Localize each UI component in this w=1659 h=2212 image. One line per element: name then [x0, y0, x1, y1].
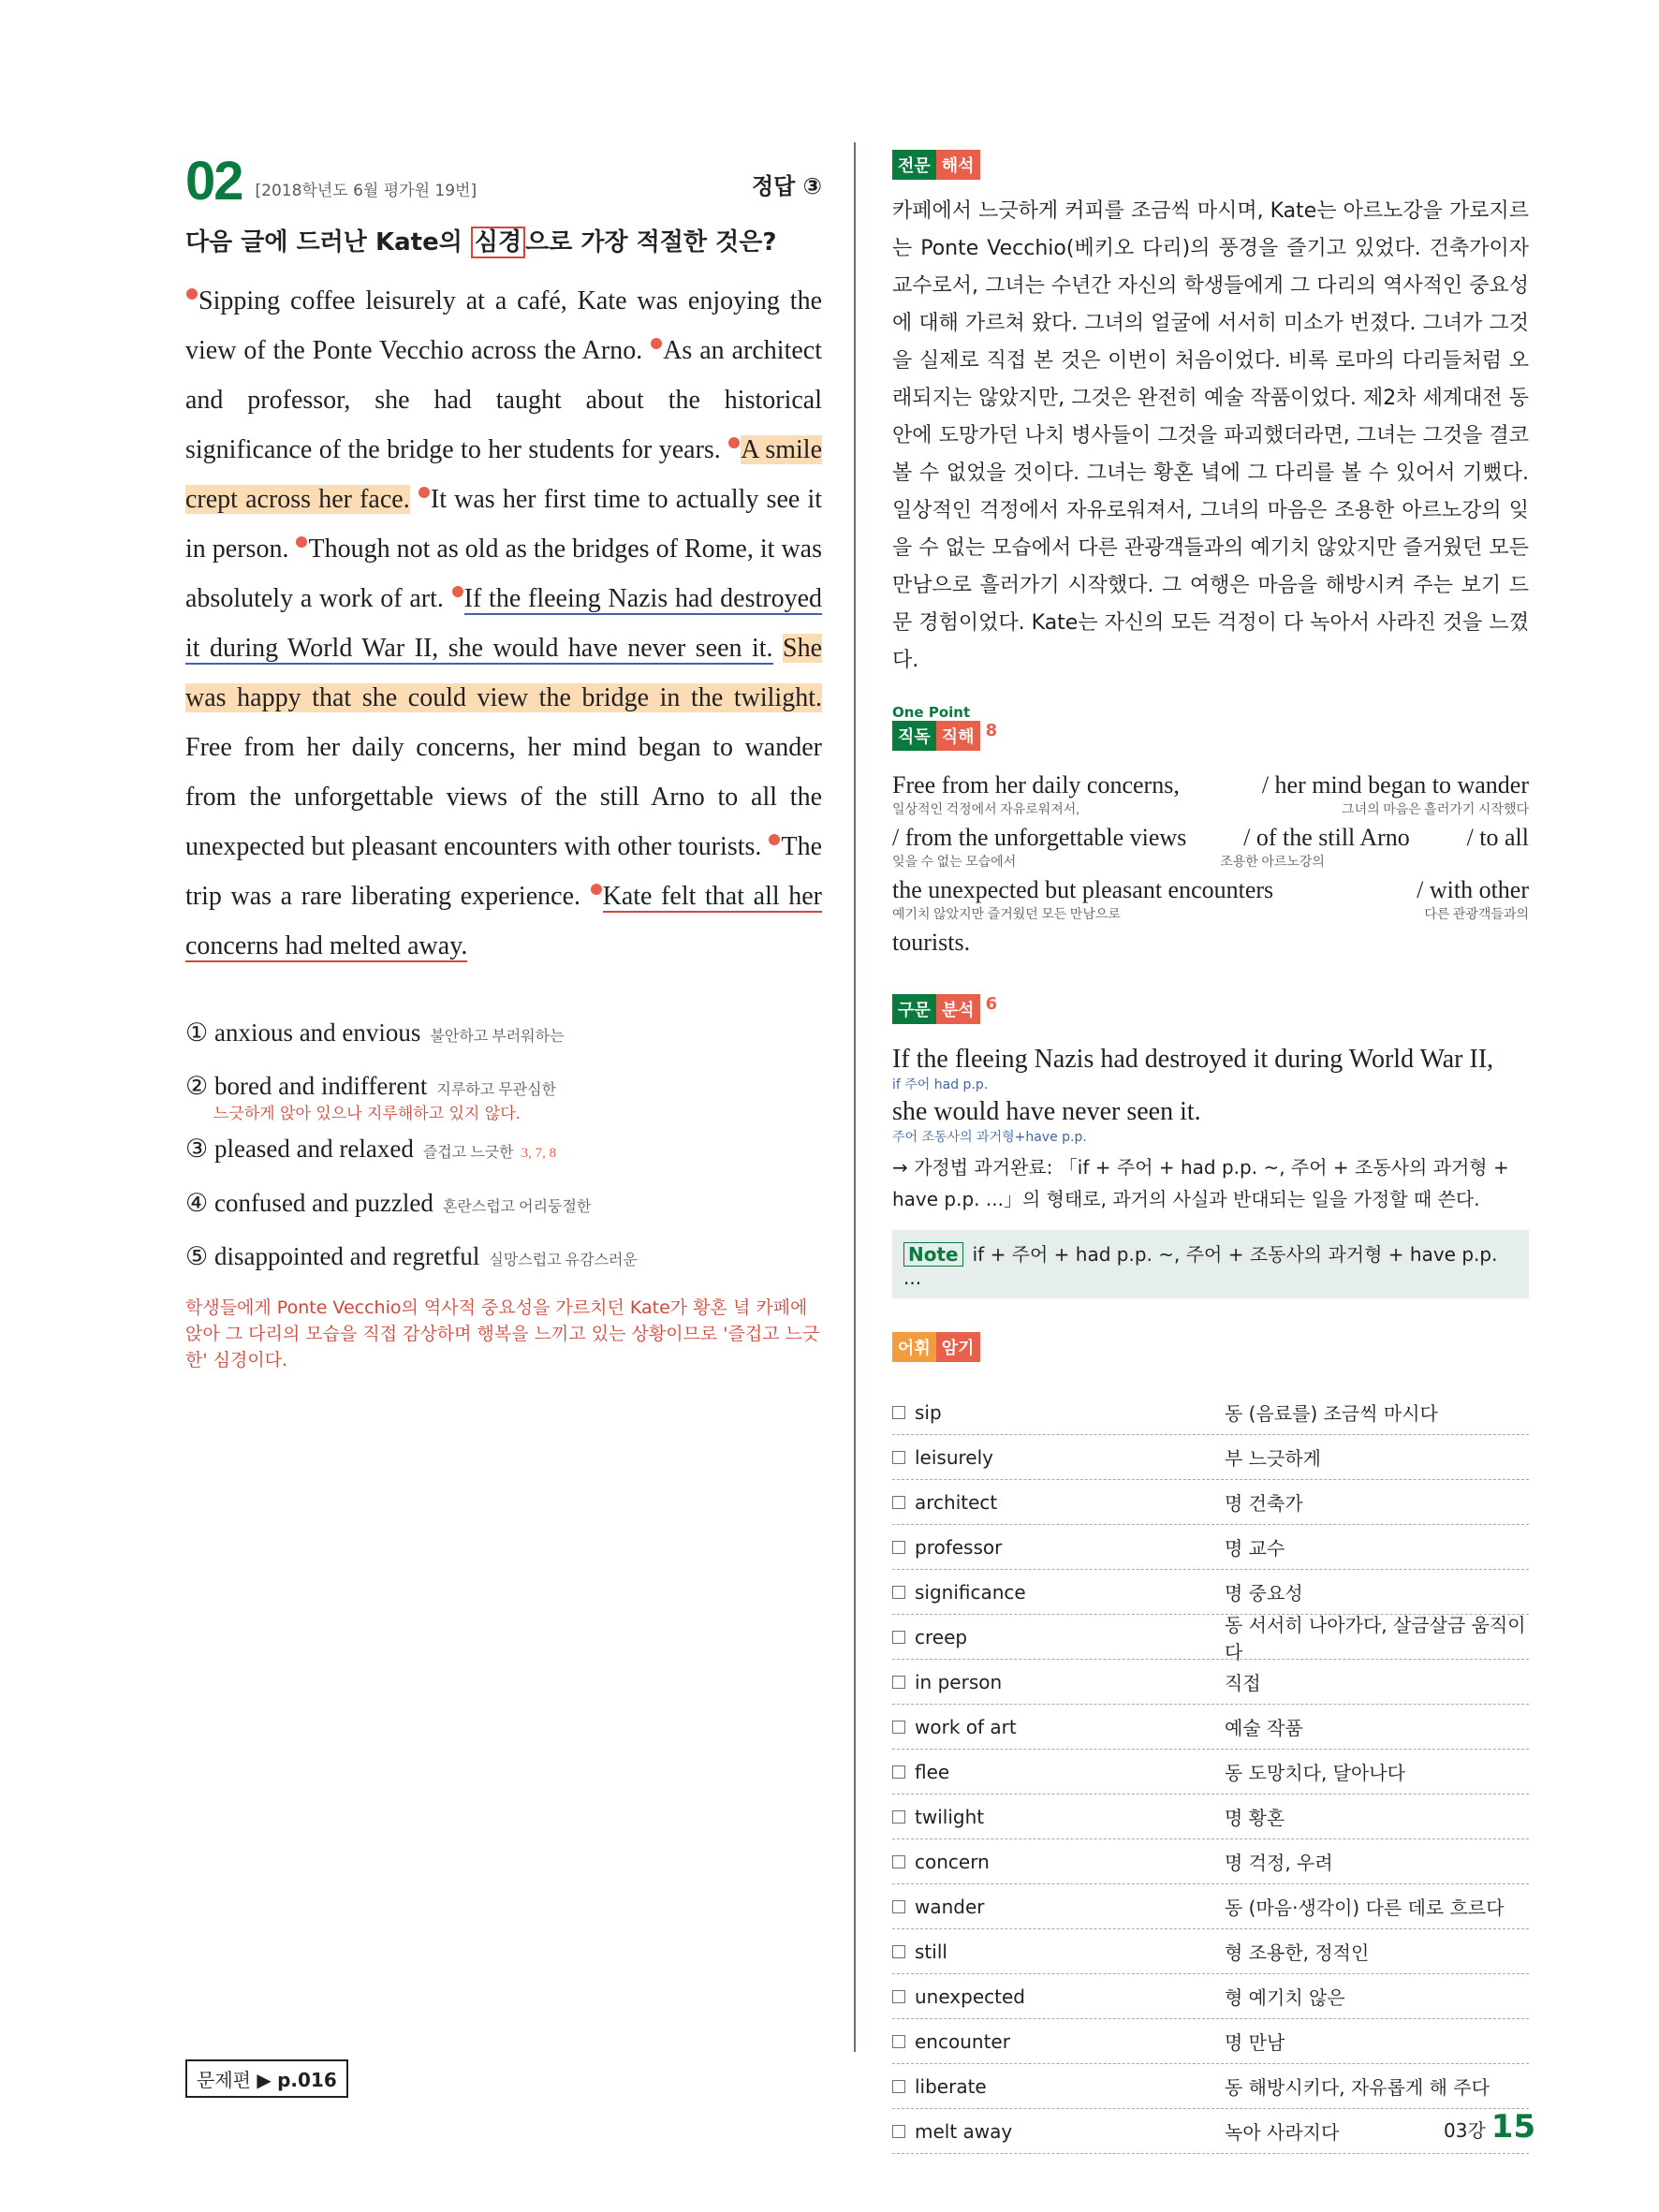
vocab-meaning: 녹아 사라지다 [1225, 2121, 1340, 2144]
sentence-marker-icon [769, 834, 780, 845]
vocab-word: leisurely [915, 1445, 993, 1469]
sentence-marker-icon [186, 288, 198, 300]
vocab-word: significance [915, 1580, 1026, 1604]
vocab-row [892, 1435, 1529, 1480]
vocab-row [892, 1480, 1529, 1525]
vocab-row [892, 1660, 1529, 1705]
vocab-word: twilight [915, 1805, 985, 1828]
question-number: 02 [185, 151, 242, 212]
vocab-word: still [915, 1940, 947, 1963]
vocab-row [892, 1974, 1529, 2019]
sentence: As an architect and professor, she had taught about the historical significance of the bridge to her students for years. [185, 336, 823, 464]
vocab-word: flee [915, 1760, 950, 1783]
translation-tag: 전문 해석 [892, 150, 980, 180]
answer-label: 정답 ③ [751, 173, 822, 199]
syntax-sentence-1: If the fleeing Nazis had destroyed it during World War II, [892, 1045, 1494, 1074]
column-divider [854, 142, 856, 2052]
explanation-column [892, 150, 1529, 2154]
page-number: 03강 15 [1444, 2108, 1536, 2146]
vocab-row [892, 1570, 1529, 1615]
question-header [185, 150, 822, 212]
direct-reading-tag: 직독 직해 8 [892, 721, 997, 751]
option-1: ① anxious and envious 불안하고 부러워하는 [185, 1018, 565, 1047]
syntax-note: → 가정법 과거완료: 「if + 주어 + had p.p. ~, 주어 + 조동사의 과거형 + have p.p. ...」의 형태로, 과거의 사실과 반대되는 일을 가정할 때 쓴다. [892, 1156, 1509, 1210]
vocab-meaning: 명 걱정, 우려 [1225, 1852, 1333, 1874]
vocab-word: creep [915, 1625, 968, 1648]
checkbox-icon [892, 2080, 905, 2093]
vocab-row [892, 1613, 1529, 1663]
vocab-word: liberate [915, 2074, 987, 2098]
sentence: It was her first time to actually see it in person. [185, 485, 823, 564]
checkbox-icon [892, 2125, 905, 2138]
vocab-meaning: 직접 [1225, 1672, 1261, 1694]
vocab-meaning: 형 예기치 않은 [1225, 1986, 1345, 2009]
vocab-word: unexpected [915, 1985, 1025, 2008]
sentence-marker-icon [296, 536, 307, 548]
vocab-word: encounter [915, 2029, 1010, 2053]
answer-options [185, 1008, 822, 1285]
vocab-word: architect [915, 1490, 998, 1514]
vocab-meaning: 부 느긋하게 [1225, 1447, 1321, 1470]
question-title: 다음 글에 드러난 Kate의 심경 으로 가장 적절한 것은? [185, 228, 777, 256]
sentence: A smile crept across her face. [185, 435, 823, 514]
vocab-word: wander [915, 1895, 985, 1918]
vocab-meaning: 형 조용한, 정적인 [1225, 1941, 1370, 1964]
checkbox-icon [892, 1945, 905, 1958]
sentence: The trip was a rare liberating experience. [185, 832, 822, 911]
workbook-reference: 문제편 ▶ p.016 [185, 2059, 348, 2098]
vocab-row [892, 1390, 1529, 1435]
vocab-meaning: 동 (음료를) 조금씩 마시다 [1225, 1402, 1438, 1425]
vocab-meaning: 명 건축가 [1225, 1492, 1303, 1515]
question-column [185, 150, 822, 1373]
syntax-tag: 구문 분석 6 [892, 994, 997, 1024]
vocab-meaning: 동 서서히 나아가다, 살금살금 움직이다 [1225, 1613, 1526, 1663]
sentence-marker-icon [591, 884, 602, 895]
note-label: Note [903, 1242, 963, 1267]
checkbox-icon [892, 1451, 905, 1464]
syntax-sentence-2: she would have never seen it. [892, 1097, 1201, 1126]
checkbox-icon [892, 1496, 905, 1509]
option-3: ③ pleased and relaxed 즐겁고 느긋한 3, 7, 8 [185, 1135, 557, 1163]
vocab-meaning: 동 해방시키다, 자유롭게 해 주다 [1225, 2076, 1490, 2099]
checkbox-icon [892, 1406, 905, 1419]
question-source: [2018학년도 6월 평가원 19번] [255, 182, 477, 200]
option-5: ⑤ disappointed and regretful 실망스럽고 유감스러운 [185, 1242, 638, 1270]
sentence-marker-icon [418, 487, 430, 498]
vocab-row [892, 1884, 1529, 1929]
vocab-meaning: 예술 작품 [1225, 1717, 1303, 1739]
vocab-meaning: 명 만남 [1225, 2031, 1285, 2054]
vocab-meaning: 명 중요성 [1225, 1582, 1303, 1604]
checkbox-icon [892, 1631, 905, 1644]
vocab-list [892, 1390, 1529, 2154]
direct-reading: Free from her daily concerns, / her mind began to wander 일상적인 걱정에서 자유로워져서, 그녀의 마음은 흘러가기 시작했다 / from the unforgettable views / of the still Arno / to all 잊을 수 없는 모습에서 조용한 아르노강의 the unexpected but pleasant encounters / with other 예기치 않았지만 즐거웠던 모든 만남으로 다른 관광객들과의 tourists. [892, 771, 1529, 956]
vocab-word: sip [915, 1400, 942, 1424]
syntax-sub-1: if 주어 had p.p. [892, 1077, 989, 1092]
vocab-row [892, 1750, 1529, 1795]
vocab-word: work of art [915, 1715, 1017, 1738]
checkbox-icon [892, 1810, 905, 1824]
sentence: Free from her daily concerns, her mind began to wander from the unforgettable views of the still Arno to all the unexpected but pleasant encounters with other tourists. [185, 733, 822, 861]
checkbox-icon [892, 1676, 905, 1689]
sentence-marker-icon [651, 338, 662, 349]
sentence: Kate felt that all her concerns had melted away. [185, 882, 822, 960]
vocab-row [892, 2109, 1529, 2154]
checkbox-icon [892, 1586, 905, 1599]
note-box: Note if + 주어 + had p.p. ~, 주어 + 조동사의 과거형 + have p.p. ... [892, 1230, 1529, 1298]
passage [185, 276, 822, 971]
sentence: If the fleeing Nazis had destroyed it during World War II, she would have never seen it. [185, 584, 823, 663]
option-2-note: 느긋하게 앉아 있으나 지루해하고 있지 않다. [213, 1105, 521, 1123]
vocab-word: melt away [915, 2119, 1013, 2143]
checkbox-icon [892, 1721, 905, 1734]
vocab-meaning: 명 황혼 [1225, 1807, 1285, 1829]
checkbox-icon [892, 1900, 905, 1913]
checkbox-icon [892, 1855, 905, 1868]
sentence: Sipping coffee leisurely at a café, Kate was enjoying the view of the Ponte Vecchio across the Arno. [185, 286, 822, 365]
vocab-row [892, 1929, 1529, 1974]
vocab-meaning: 명 교수 [1225, 1537, 1285, 1560]
vocab-word: in person [915, 1670, 1003, 1693]
checkbox-icon [892, 1765, 905, 1779]
option-4: ④ confused and puzzled 혼란스럽고 어리둥절한 [185, 1189, 592, 1217]
vocab-row [892, 1525, 1529, 1570]
highlight-box: 심경 [471, 227, 525, 258]
checkbox-icon [892, 1990, 905, 2003]
sentence: She was happy that she could view the bridge in the twilight. [185, 634, 822, 712]
vocab-tag: 어휘 암기 [892, 1332, 980, 1362]
sentence-marker-icon [452, 586, 463, 597]
checkbox-icon [892, 2035, 905, 2048]
syntax-sub-2: 주어 조동사의 과거형+have p.p. [892, 1130, 1087, 1145]
vocab-row [892, 2019, 1529, 2064]
translation-text: 카페에서 느긋하게 커피를 조금씩 마시며, Kate는 아르노강을 가로지르는 Ponte Vecchio(베키오 다리)의 풍경을 즐기고 있었다. 건축가이자 교수로서, 그녀는 수년간 자신의 학생들에게 그 다리의 역사적인 중요성에 대해 가르쳐 왔다. 그녀의 얼굴에 서서히 미소가 번졌다. 그녀가 그것을 실제로 직접 본 것은 이번이 처음이었다. 비록 로마의 다리들처럼 오래되지는 않았지만, 그것은 완전히 예술 작품이었다. 제2차 세계대전 동안에 도망가던 나치 병사들이 그것을 파괴했더라면, 그녀는 그것을 결코 볼 수 없었을 것이다. 그녀는 황혼 녘에 그 다리를 볼 수 있어서 기뻤다. 일상적인 걱정에서 자유로워져서, 그녀의 마음은 조용한 아르노강의 잊을 수 없는 모습에서 다른 관광객들과의 예기치 않았지만 즐거웠던 모든 만남으로 흘러가기 시작했다. 그 여행은 마음을 해방시켜 주는 보기 드문 경험이었다. Kate는 자신의 모든 걱정이 다 녹아서 사라진 것을 느꼈다. [892, 199, 1529, 672]
vocab-word: concern [915, 1850, 990, 1873]
vocab-meaning: 동 도망치다, 달아나다 [1225, 1762, 1405, 1784]
answer-explanation: 학생들에게 Ponte Vecchio의 역사적 중요성을 가르치던 Kate가 황혼 녘 카페에 앉아 그 다리의 모습을 직접 감상하며 행복을 느끼고 있는 상황이므로 '즐겁고 느긋한' 심경이다. [185, 1297, 820, 1370]
option-2: ② bored and indifferent 지루하고 무관심한 [185, 1072, 557, 1100]
sentence-marker-icon [728, 437, 740, 448]
vocab-row [892, 2064, 1529, 2109]
checkbox-icon [892, 1541, 905, 1554]
sentence: Though not as old as the bridges of Rome, it was absolutely a work of art. [185, 535, 822, 613]
vocab-row [892, 1705, 1529, 1750]
one-point-label: One Point [892, 704, 971, 721]
vocab-meaning: 동 (마음·생각이) 다른 데로 흐르다 [1225, 1897, 1505, 1919]
vocab-row [892, 1795, 1529, 1839]
vocab-word: professor [915, 1535, 1003, 1559]
vocab-row [892, 1839, 1529, 1884]
